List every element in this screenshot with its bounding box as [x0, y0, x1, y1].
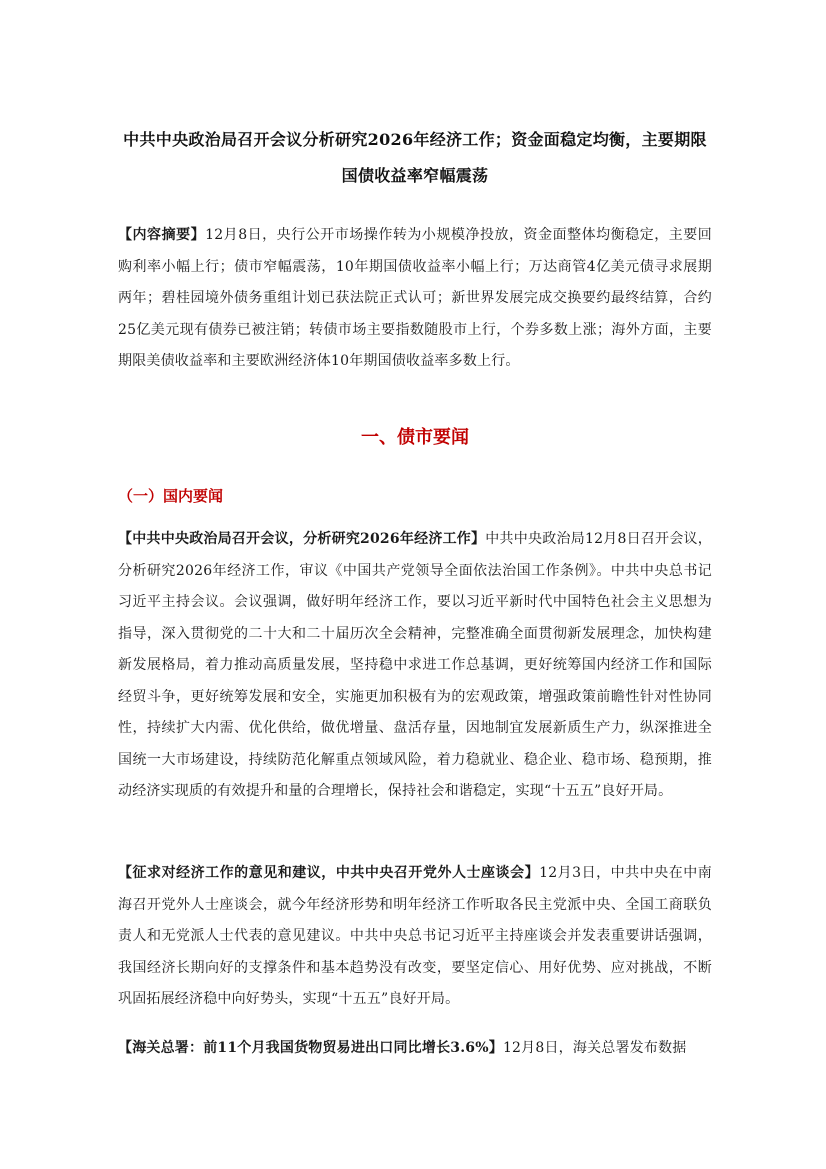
- abstract-label: 【内容摘要】: [118, 227, 206, 243]
- news-item: [118, 858, 712, 1016]
- news-body: 12月3日，中共中央在中南海召开党外人士座谈会，就今年经济形势和明年经济工作听取各民主党派中央、全国工商联负责人和无党派人士代表的意见建议。中共中央总书记习近平主持座谈会并发表重要讲话强调，我国经济长期向好的支撑条件和基本趋势没有改变，要坚定信心、用好优势、应对挑战，不断巩固拓展经济稳中向好势头，实现“十五五”良好开局。: [118, 865, 712, 1007]
- news-headline: 【中共中央政治局召开会议，分析研究2026年经济工作】: [118, 531, 486, 547]
- news-body: 中共中央政治局12月8日召开会议，分析研究2026年经济工作，审议《中国共产党领导全面依法治国工作条例》。中共中央总书记习近平主持会议。会议强调，做好明年经济工作，要以习近平新时代中国特色社会主义思想为指导，深入贯彻党的二十大和二十届历次全会精神，完整准确全面贯彻新发展理念，加快构建新发展格局，着力推动高质量发展，坚持稳中求进工作总基调，更好统筹国内经济工作和国际经贸斗争，更好统筹发展和安全，实施更加积极有为的宏观政策，增强政策前瞻性针对性协同性，持续扩大内需、优化供给，做优增量、盘活存量，因地制宜发展新质生产力，纵深推进全国统一大市场建设，持续防范化解重点领域风险，着力稳就业、稳企业、稳市场、稳预期，推动经济实现质的有效提升和量的合理增长，保持社会和谐稳定，实现“十五五”良好开局。: [118, 531, 712, 799]
- news-item: [118, 1033, 712, 1065]
- news-headline: 【海关总署：前11个月我国货物贸易进出口同比增长3.6%】: [118, 1040, 503, 1056]
- news-body: 12月8日，海关总署发布数据: [502, 1040, 687, 1056]
- abstract-text: 12月8日，央行公开市场操作转为小规模净投放，资金面整体均衡稳定，主要回购利率小幅上行；债市窄幅震荡，10年期国债收益率小幅上行；万达商管4亿美元债寻求展期两年；碧桂园境外债务重组计划已获法院正式认可；新世界发展完成交换要约最终结算，合约25亿美元现有债券已被注销；转债市场主要指数随股市上行，个券多数上涨；海外方面，主要期限美债收益率和主要欧洲经济体10年期国债收益率多数上行。: [118, 227, 713, 369]
- subsection-title: （一）国内要闻: [118, 487, 224, 505]
- section-title: 一、债市要闻: [361, 427, 469, 448]
- news-item: [118, 524, 712, 808]
- abstract-paragraph: [118, 220, 712, 378]
- news-headline: 【征求对经济工作的意见和建议，中共中央召开党外人士座谈会】: [118, 865, 540, 881]
- document-title: 中共中央政治局召开会议分析研究2026年经济工作；资金面稳定均衡，主要期限国债收益率窄幅震荡: [123, 130, 707, 185]
